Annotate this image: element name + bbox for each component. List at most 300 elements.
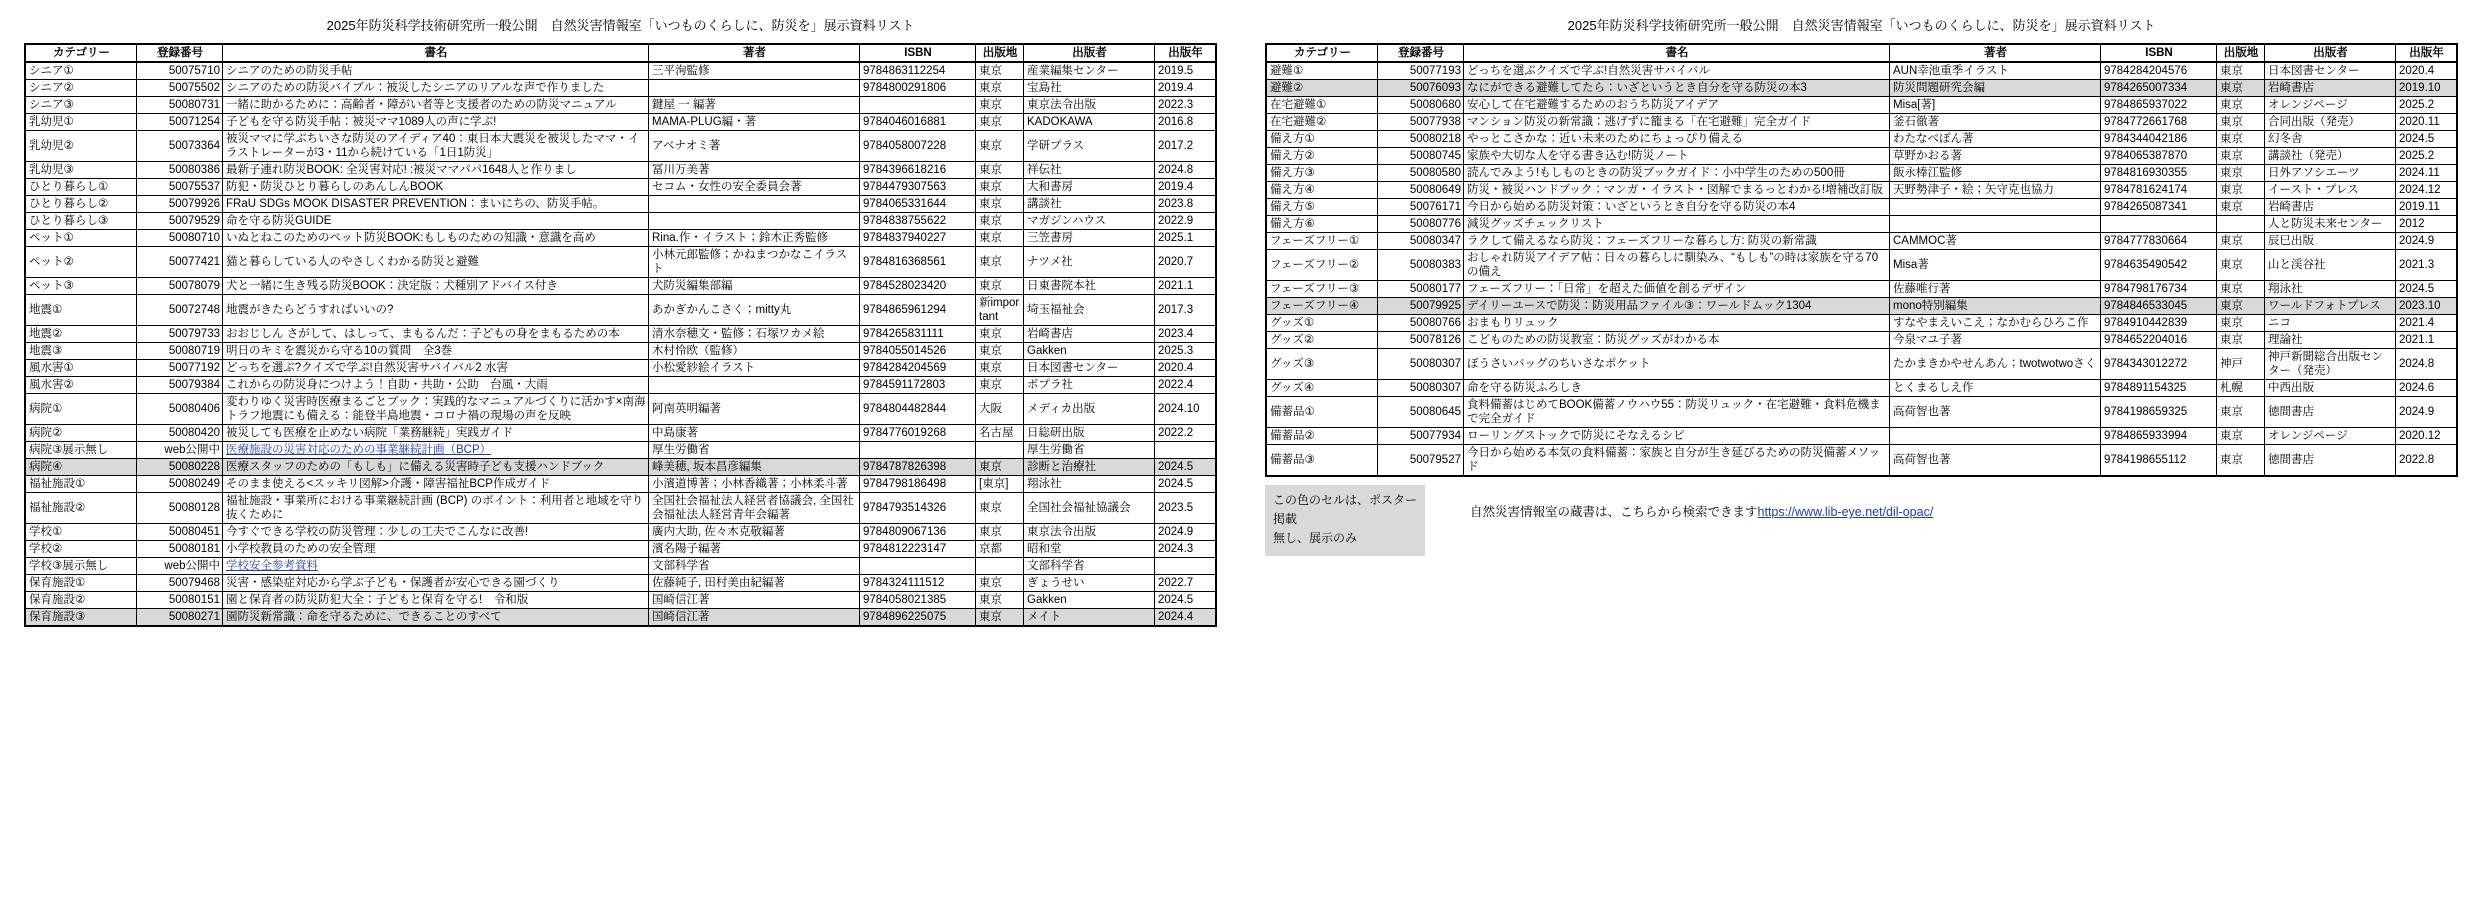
row-isbn: 9784284204576 bbox=[2101, 62, 2217, 80]
row-reg-no: 50080710 bbox=[137, 230, 223, 247]
row-isbn: 9784344042186 bbox=[2101, 131, 2217, 148]
row-place: 東京 bbox=[2217, 97, 2265, 114]
row-reg-no: 50080680 bbox=[1378, 97, 1464, 114]
row-category: 学校② bbox=[25, 541, 137, 558]
row-place: 東京 bbox=[976, 230, 1024, 247]
row-author: 濱名陽子編著 bbox=[649, 541, 860, 558]
booklist-table-right bbox=[1265, 43, 2458, 477]
row-place: 東京 bbox=[2217, 62, 2265, 80]
row-author: 小松愛紗絵イラスト bbox=[649, 360, 860, 377]
row-place: 東京 bbox=[2217, 114, 2265, 131]
table-row bbox=[1266, 80, 2457, 97]
row-isbn: 9784838755622 bbox=[860, 213, 976, 230]
legend-shaded-cells bbox=[1265, 485, 1425, 556]
row-year: 2019.5 bbox=[1155, 62, 1217, 80]
row-category: 保育施設② bbox=[25, 592, 137, 609]
col-header-isbn: ISBN bbox=[2101, 44, 2217, 62]
row-isbn: 9784798186498 bbox=[860, 476, 976, 493]
row-isbn: 9784055014526 bbox=[860, 343, 976, 360]
col-header-category: カテゴリー bbox=[25, 44, 137, 62]
row-author bbox=[1890, 199, 2101, 216]
table-row bbox=[1266, 332, 2457, 349]
row-book-title: 減災グッズチェックリスト bbox=[1464, 216, 1890, 233]
opac-link[interactable]: https://www.lib-eye.net/dil-opac/ bbox=[1757, 505, 1934, 519]
col-header-author: 著者 bbox=[649, 44, 860, 62]
row-year: 2024.6 bbox=[2396, 380, 2458, 397]
row-publisher: 産業編集センター bbox=[1024, 62, 1155, 80]
row-publisher: 岩崎書店 bbox=[1024, 326, 1155, 343]
row-place: 京都 bbox=[976, 541, 1024, 558]
row-publisher: 東京法令出版 bbox=[1024, 524, 1155, 541]
table-row bbox=[25, 179, 1216, 196]
row-isbn: 9784896225075 bbox=[860, 609, 976, 627]
row-reg-no: 50078079 bbox=[137, 278, 223, 295]
row-publisher: 講談社（発売） bbox=[2265, 148, 2396, 165]
row-reg-no: 50080719 bbox=[137, 343, 223, 360]
row-author: 冨川万美著 bbox=[649, 162, 860, 179]
row-book-title: やっとこさかな：近い未来のためにちょっぴり備える bbox=[1464, 131, 1890, 148]
row-book-title: 被災しても医療を止めない病院「業務継続」実践ガイド bbox=[223, 425, 649, 442]
row-book-title: どっちを選ぶクイズで学ぶ!自然災害サバイバル bbox=[1464, 62, 1890, 80]
table-row bbox=[25, 326, 1216, 343]
legend-line-1: この色のセルは、ポスター掲載 bbox=[1273, 493, 1418, 526]
row-category: グッズ② bbox=[1266, 332, 1378, 349]
legend-line-2: 無し、展示のみ bbox=[1273, 531, 1358, 545]
row-author: たかまきかやせんあん；twotwotwoさく bbox=[1890, 349, 2101, 380]
row-category: 備え方① bbox=[1266, 131, 1378, 148]
row-place: 東京 bbox=[2217, 131, 2265, 148]
row-year: 2024.5 bbox=[1155, 459, 1217, 476]
table-row bbox=[25, 97, 1216, 114]
row-category: シニア② bbox=[25, 80, 137, 97]
row-reg-no: 50071254 bbox=[137, 114, 223, 131]
row-author: 厚生労働省 bbox=[649, 442, 860, 459]
row-isbn: 9784800291806 bbox=[860, 80, 976, 97]
row-place: 東京 bbox=[976, 609, 1024, 627]
row-book-title-link[interactable]: 医療施設の災害対応のための事業継続計画（BCP） bbox=[226, 444, 492, 456]
row-publisher: メイト bbox=[1024, 609, 1155, 627]
row-year: 2021.4 bbox=[2396, 315, 2458, 332]
row-book-title: なにができる避難してたら：いざというとき自分を守る防災の本3 bbox=[1464, 80, 1890, 97]
row-place: 東京 bbox=[976, 377, 1024, 394]
row-year: 2022.9 bbox=[1155, 213, 1217, 230]
row-book-title: 食料備蓄はじめてBOOK備蓄ノウハウ55：防災リュック・在宅避難・食料危機まで完全ガイド bbox=[1464, 397, 1890, 428]
table-row bbox=[1266, 199, 2457, 216]
row-year: 2025.3 bbox=[1155, 343, 1217, 360]
table-row bbox=[25, 377, 1216, 394]
row-book-title: 防犯・防災ひとり暮らしのあんしんBOOK bbox=[223, 179, 649, 196]
row-reg-no: 50079527 bbox=[1378, 445, 1464, 477]
table-row bbox=[1266, 131, 2457, 148]
row-category: ひとり暮らし③ bbox=[25, 213, 137, 230]
row-author: CAMMOC著 bbox=[1890, 233, 2101, 250]
row-publisher: 宝島社 bbox=[1024, 80, 1155, 97]
row-place: 東京 bbox=[976, 592, 1024, 609]
row-book-title: 福祉施設・事業所における事業継続計画 (BCP) のポイント：利用者と地域を守り抜くために bbox=[223, 493, 649, 524]
row-author: 天野勢津子・絵；矢守克也協力 bbox=[1890, 182, 2101, 199]
row-author: 廣内大助, 佐々木克敬編著 bbox=[649, 524, 860, 541]
row-reg-no: 50080271 bbox=[137, 609, 223, 627]
booklist-table-left bbox=[24, 43, 1217, 627]
row-category: 病院① bbox=[25, 394, 137, 425]
row-year: 2024.8 bbox=[1155, 162, 1217, 179]
row-reg-no: 50079384 bbox=[137, 377, 223, 394]
table-row bbox=[1266, 250, 2457, 281]
row-author bbox=[649, 377, 860, 394]
row-publisher: 東京法令出版 bbox=[1024, 97, 1155, 114]
row-category: 避難① bbox=[1266, 62, 1378, 80]
row-book-title: 被災ママに学ぶちいさな防災のアイディア40：東日本大震災を被災したママ・イラストレーターが3・11から続けている「1日1防災」 bbox=[223, 131, 649, 162]
row-place: 東京 bbox=[976, 524, 1024, 541]
table-row bbox=[1266, 148, 2457, 165]
row-place: 東京 bbox=[976, 114, 1024, 131]
row-place: 東京 bbox=[2217, 298, 2265, 315]
row-category: フェーズフリー② bbox=[1266, 250, 1378, 281]
row-category: 乳幼児③ bbox=[25, 162, 137, 179]
row-year: 2024.5 bbox=[2396, 281, 2458, 298]
table-row bbox=[25, 62, 1216, 80]
row-author: 国崎信江著 bbox=[649, 609, 860, 627]
row-reg-no: 50078126 bbox=[1378, 332, 1464, 349]
row-place: 東京 bbox=[976, 278, 1024, 295]
row-reg-no: 50076171 bbox=[1378, 199, 1464, 216]
row-category: 風水害① bbox=[25, 360, 137, 377]
row-category: ペット② bbox=[25, 247, 137, 278]
row-reg-no: 50080128 bbox=[137, 493, 223, 524]
row-place: 東京 bbox=[976, 97, 1024, 114]
row-category: 福祉施設② bbox=[25, 493, 137, 524]
row-publisher: マガジンハウス bbox=[1024, 213, 1155, 230]
row-publisher: 日本図書センター bbox=[2265, 62, 2396, 80]
row-author: 中島康著 bbox=[649, 425, 860, 442]
row-book-title: これからの防災身につけよう！自助・共助・公助 台風・大雨 bbox=[223, 377, 649, 394]
row-isbn: 9784396618216 bbox=[860, 162, 976, 179]
row-isbn bbox=[860, 97, 976, 114]
row-book-title: そのまま使える<スッキリ図解>介護・障害福祉BCP作成ガイド bbox=[223, 476, 649, 493]
row-year: 2025.2 bbox=[2396, 148, 2458, 165]
row-reg-no: 50080406 bbox=[137, 394, 223, 425]
row-reg-no: 50080181 bbox=[137, 541, 223, 558]
row-place: 東京 bbox=[976, 131, 1024, 162]
row-publisher: KADOKAWA bbox=[1024, 114, 1155, 131]
row-place: 東京 bbox=[2217, 332, 2265, 349]
row-reg-no: 50080383 bbox=[1378, 250, 1464, 281]
row-author: 今泉マユ子著 bbox=[1890, 332, 2101, 349]
row-book-title: いぬとねこのためのペット防災BOOK:もしものための知識・意識を高め bbox=[223, 230, 649, 247]
row-reg-no: 50080420 bbox=[137, 425, 223, 442]
row-category: ペット① bbox=[25, 230, 137, 247]
row-reg-no: 50080766 bbox=[1378, 315, 1464, 332]
row-author: 小濱道博著；小林香織著；小林柔斗著 bbox=[649, 476, 860, 493]
row-category: 保育施設③ bbox=[25, 609, 137, 627]
row-place bbox=[2217, 216, 2265, 233]
row-category: 備蓄品② bbox=[1266, 428, 1378, 445]
row-book-title: 今日から始める本気の食料備蓄：家族と自分が生き延びるための防災備蓄メソッド bbox=[1464, 445, 1890, 477]
row-publisher: 日東書院本社 bbox=[1024, 278, 1155, 295]
row-place: 東京 bbox=[976, 360, 1024, 377]
opac-search-note bbox=[1470, 503, 1933, 521]
row-isbn: 9784046016881 bbox=[860, 114, 976, 131]
row-year: 2020.4 bbox=[2396, 62, 2458, 80]
row-author: 高荷智也著 bbox=[1890, 397, 2101, 428]
row-place: 新important bbox=[976, 295, 1024, 326]
row-category: フェーズフリー④ bbox=[1266, 298, 1378, 315]
table-row bbox=[25, 131, 1216, 162]
row-isbn: 9784772661768 bbox=[2101, 114, 2217, 131]
row-book-title: 最新子連れ防災BOOK: 全災害対応! :被災ママパパ1648人と作りまし bbox=[223, 162, 649, 179]
row-reg-no: 50077934 bbox=[1378, 428, 1464, 445]
row-book-title: こどものための防災教室：防災グッズがわかる本 bbox=[1464, 332, 1890, 349]
row-publisher: メディカ出版 bbox=[1024, 394, 1155, 425]
row-author: 草野かおる著 bbox=[1890, 148, 2101, 165]
row-isbn: 9784065387870 bbox=[2101, 148, 2217, 165]
row-book-title: 命を守る防災GUIDE bbox=[223, 213, 649, 230]
row-place: 東京 bbox=[976, 247, 1024, 278]
row-author bbox=[1890, 428, 2101, 445]
table-row bbox=[25, 592, 1216, 609]
row-category: ひとり暮らし② bbox=[25, 196, 137, 213]
row-reg-no: 50079925 bbox=[1378, 298, 1464, 315]
row-place: 東京 bbox=[2217, 281, 2265, 298]
row-author: 清水奈穂文・監修；石塚ワカメ絵 bbox=[649, 326, 860, 343]
row-reg-no: 50077421 bbox=[137, 247, 223, 278]
row-book-title[interactable] bbox=[223, 442, 649, 459]
row-isbn: 9784793514326 bbox=[860, 493, 976, 524]
col-header-author: 著者 bbox=[1890, 44, 2101, 62]
row-author: 国崎信江著 bbox=[649, 592, 860, 609]
row-isbn: 9784265831111 bbox=[860, 326, 976, 343]
row-author: 木村怜欧（監修） bbox=[649, 343, 860, 360]
row-place: 東京 bbox=[976, 62, 1024, 80]
right-panel bbox=[1241, 0, 2482, 899]
row-author: 全国社会福祉法人経営者協議会, 全国社会福祉法人経営青年会編著 bbox=[649, 493, 860, 524]
row-publisher: 日総研出版 bbox=[1024, 425, 1155, 442]
row-isbn: 9784865933994 bbox=[2101, 428, 2217, 445]
row-place: 東京 bbox=[976, 326, 1024, 343]
table-row bbox=[25, 80, 1216, 97]
table-row bbox=[25, 162, 1216, 179]
row-isbn: 9784284204569 bbox=[860, 360, 976, 377]
row-author: 飯永棒江監修 bbox=[1890, 165, 2101, 182]
row-book-title: 犬と一緒に生き残る防災BOOK：決定版：犬種別アドバイス付き bbox=[223, 278, 649, 295]
col-header-book-title: 書名 bbox=[223, 44, 649, 62]
col-header-reg-no: 登録番号 bbox=[137, 44, 223, 62]
row-year: 2020.4 bbox=[1155, 360, 1217, 377]
row-isbn: 9784816930355 bbox=[2101, 165, 2217, 182]
row-author: 小林元郎監修；かねまつかなこイラスト bbox=[649, 247, 860, 278]
row-isbn: 9784479307563 bbox=[860, 179, 976, 196]
table-row bbox=[1266, 97, 2457, 114]
row-author: あかぎかんこさく；mitty丸 bbox=[649, 295, 860, 326]
row-isbn: 9784198659325 bbox=[2101, 397, 2217, 428]
row-year: 2020.12 bbox=[2396, 428, 2458, 445]
row-place: 東京 bbox=[976, 162, 1024, 179]
table-row bbox=[25, 609, 1216, 627]
row-author: 高荷智也著 bbox=[1890, 445, 2101, 477]
row-isbn: 9784058007228 bbox=[860, 131, 976, 162]
row-isbn: 9784777830664 bbox=[2101, 233, 2217, 250]
row-year: 2017.3 bbox=[1155, 295, 1217, 326]
row-book-title: ラクして備えるなら防災：フェーズフリーな暮らし方: 防災の新常識 bbox=[1464, 233, 1890, 250]
row-isbn: 9784910442839 bbox=[2101, 315, 2217, 332]
table-body-left bbox=[25, 62, 1216, 626]
row-category: 備え方② bbox=[1266, 148, 1378, 165]
row-year: 2022.8 bbox=[2396, 445, 2458, 477]
row-year: 2022.7 bbox=[1155, 575, 1217, 592]
row-book-title-link[interactable]: 学校安全参考資料 bbox=[226, 560, 318, 572]
col-header-book-title: 書名 bbox=[1464, 44, 1890, 62]
row-isbn: 9784065331644 bbox=[860, 196, 976, 213]
table-row bbox=[25, 493, 1216, 524]
row-book-title: 一緒に助かるために：高齢者・障がい者等と支援者のための防災マニュアル bbox=[223, 97, 649, 114]
row-place: 東京 bbox=[2217, 233, 2265, 250]
row-year: 2024.11 bbox=[2396, 165, 2458, 182]
row-author: Misa[著] bbox=[1890, 97, 2101, 114]
col-header-year: 出版年 bbox=[1155, 44, 1217, 62]
row-publisher: 岩崎書店 bbox=[2265, 80, 2396, 97]
table-row bbox=[25, 247, 1216, 278]
row-year: 2024.4 bbox=[1155, 609, 1217, 627]
table-row bbox=[1266, 428, 2457, 445]
row-year: 2024.12 bbox=[2396, 182, 2458, 199]
row-place: 東京 bbox=[976, 80, 1024, 97]
row-isbn: 9784058021385 bbox=[860, 592, 976, 609]
row-isbn: 9784528023420 bbox=[860, 278, 976, 295]
row-reg-no: 50080649 bbox=[1378, 182, 1464, 199]
row-reg-no: 50077938 bbox=[1378, 114, 1464, 131]
row-book-title: 明日のキミを震災から守る10の質問 全3巻 bbox=[223, 343, 649, 360]
row-publisher: 辰巳出版 bbox=[2265, 233, 2396, 250]
row-book-title: おしゃれ防災アイデア帖：日々の暮らしに馴染み、“もしも”の時は家族を守る70の備え bbox=[1464, 250, 1890, 281]
row-isbn: 9784865937022 bbox=[2101, 97, 2217, 114]
row-place: [東京] bbox=[976, 476, 1024, 493]
row-reg-no: 50075502 bbox=[137, 80, 223, 97]
row-publisher: 文部科学省 bbox=[1024, 558, 1155, 575]
row-reg-no: 50077193 bbox=[1378, 62, 1464, 80]
row-reg-no: 50080218 bbox=[1378, 131, 1464, 148]
row-book-title: 園防災新常識：命を守るために、できることのすべて bbox=[223, 609, 649, 627]
row-place: 東京 bbox=[2217, 165, 2265, 182]
row-reg-no: web公開中 bbox=[137, 442, 223, 459]
row-book-title: マンション防災の新常識：逃げずに籠まる「在宅避難」完全ガイド bbox=[1464, 114, 1890, 131]
row-publisher: ナツメ社 bbox=[1024, 247, 1155, 278]
row-year: 2024.3 bbox=[1155, 541, 1217, 558]
row-book-title: フェーズフリー：「日常」を超えた価値を創るデザイン bbox=[1464, 281, 1890, 298]
row-author: 峰美穂, 坂本昌彦編集 bbox=[649, 459, 860, 476]
row-author: MAMA-PLUG編・著 bbox=[649, 114, 860, 131]
row-publisher: ポプラ社 bbox=[1024, 377, 1155, 394]
row-reg-no: 50080177 bbox=[1378, 281, 1464, 298]
table-row bbox=[1266, 165, 2457, 182]
row-place: 東京 bbox=[976, 343, 1024, 360]
row-author: 佐藤唯行著 bbox=[1890, 281, 2101, 298]
col-header-place: 出版地 bbox=[2217, 44, 2265, 62]
row-book-title: 猫と暮らしている人のやさしくわかる防災と避難 bbox=[223, 247, 649, 278]
row-book-title: どっちを選ぶ?クイズで学ぶ!自然災害サバイバル2 水害 bbox=[223, 360, 649, 377]
row-category: ペット③ bbox=[25, 278, 137, 295]
row-reg-no: 50076093 bbox=[1378, 80, 1464, 97]
row-reg-no: 50080347 bbox=[1378, 233, 1464, 250]
row-publisher: 翔泳社 bbox=[1024, 476, 1155, 493]
row-isbn: 9784837940227 bbox=[860, 230, 976, 247]
row-book-title: FRaU SDGs MOOK DISASTER PREVENTION：まいにちの、防災手帖。 bbox=[223, 196, 649, 213]
row-reg-no: 50079468 bbox=[137, 575, 223, 592]
table-header-row bbox=[1266, 44, 2457, 62]
row-reg-no: 50080645 bbox=[1378, 397, 1464, 428]
row-category: 備え方④ bbox=[1266, 182, 1378, 199]
row-isbn bbox=[860, 558, 976, 575]
row-publisher: 合同出版（発売） bbox=[2265, 114, 2396, 131]
row-publisher: 幻冬舎 bbox=[2265, 131, 2396, 148]
row-category: 備蓄品① bbox=[1266, 397, 1378, 428]
row-reg-no: 50080386 bbox=[137, 162, 223, 179]
row-year: 2024.5 bbox=[1155, 592, 1217, 609]
row-reg-no: 50080580 bbox=[1378, 165, 1464, 182]
row-category: 乳幼児② bbox=[25, 131, 137, 162]
row-category: 乳幼児① bbox=[25, 114, 137, 131]
row-year: 2025.2 bbox=[2396, 97, 2458, 114]
table-row bbox=[25, 343, 1216, 360]
row-book-title: 地震がきたらどうすればいいの? bbox=[223, 295, 649, 326]
table-row bbox=[25, 575, 1216, 592]
table-row bbox=[25, 425, 1216, 442]
row-category: 在宅避難② bbox=[1266, 114, 1378, 131]
row-publisher: Gakken bbox=[1024, 592, 1155, 609]
row-publisher: 診断と治療社 bbox=[1024, 459, 1155, 476]
row-isbn: 9784863112254 bbox=[860, 62, 976, 80]
row-year: 2012 bbox=[2396, 216, 2458, 233]
row-place bbox=[976, 558, 1024, 575]
row-isbn: 9784265007334 bbox=[2101, 80, 2217, 97]
row-isbn: 9784816368561 bbox=[860, 247, 976, 278]
row-author: わたなべぽん著 bbox=[1890, 131, 2101, 148]
table-row bbox=[25, 459, 1216, 476]
row-publisher: オレンジページ bbox=[2265, 97, 2396, 114]
row-category: 福祉施設① bbox=[25, 476, 137, 493]
row-publisher: 埼玉福祉会 bbox=[1024, 295, 1155, 326]
row-year: 2025.1 bbox=[1155, 230, 1217, 247]
row-book-title[interactable] bbox=[223, 558, 649, 575]
row-author bbox=[649, 196, 860, 213]
row-category: 備え方⑤ bbox=[1266, 199, 1378, 216]
row-isbn: 9784652204016 bbox=[2101, 332, 2217, 349]
row-year: 2021.3 bbox=[2396, 250, 2458, 281]
row-publisher: 全国社会福祉協議会 bbox=[1024, 493, 1155, 524]
row-reg-no: 50075710 bbox=[137, 62, 223, 80]
row-book-title: シニアのための防災手帖 bbox=[223, 62, 649, 80]
row-year: 2020.11 bbox=[2396, 114, 2458, 131]
row-publisher: 厚生労働省 bbox=[1024, 442, 1155, 459]
row-category: ひとり暮らし① bbox=[25, 179, 137, 196]
row-year: 2019.4 bbox=[1155, 179, 1217, 196]
row-place: 東京 bbox=[2217, 250, 2265, 281]
row-reg-no: 50073364 bbox=[137, 131, 223, 162]
row-category: シニア① bbox=[25, 62, 137, 80]
row-book-title: 安心して在宅避難するためのおうち防災アイデア bbox=[1464, 97, 1890, 114]
row-publisher: ニコ bbox=[2265, 315, 2396, 332]
row-place: 東京 bbox=[976, 493, 1024, 524]
row-isbn: 9784891154325 bbox=[2101, 380, 2217, 397]
row-book-title: 変わりゆく災害時医療まるごとブック：実践的なマニュアルづくりに活かす×南海トラフ地震にも備える：能登半島地震・コロナ禍の現場の声を反映 bbox=[223, 394, 649, 425]
row-publisher: イースト・プレス bbox=[2265, 182, 2396, 199]
row-publisher: 人と防災未来センター bbox=[2265, 216, 2396, 233]
row-year: 2024.9 bbox=[2396, 397, 2458, 428]
row-book-title: デイリーユースで防災：防災用品ファイル③：ワールドムック1304 bbox=[1464, 298, 1890, 315]
row-isbn: 9784198655112 bbox=[2101, 445, 2217, 477]
row-category: 学校① bbox=[25, 524, 137, 541]
row-place: 東京 bbox=[2217, 182, 2265, 199]
row-year: 2022.4 bbox=[1155, 377, 1217, 394]
